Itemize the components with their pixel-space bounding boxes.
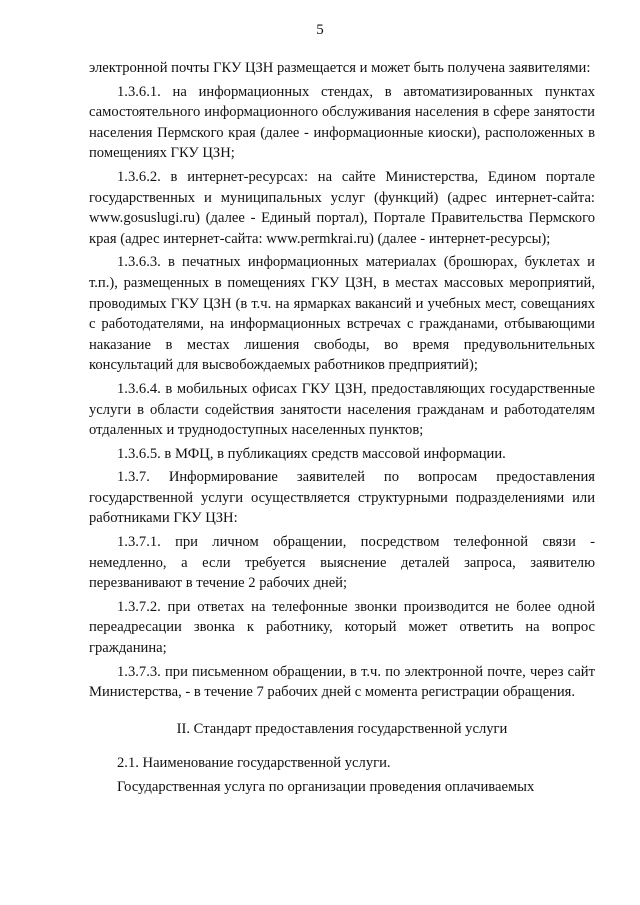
paragraph-2-1-text: Государственная услуга по организации проведения оплачиваемых xyxy=(117,779,535,795)
paragraph-1-3-6-3: 1.3.6.3. в печатных информационных материалах (брошюрах, буклетах и т.п.), размещенных в помещениях ГКУ ЦЗН, в местах массовых мероприятий, проводимых ГКУ ЦЗН (в т.ч. на ярмарках вакансий и учебных мест, совещаниях с работодателями, на информационных встречах с гражданами, отбывающими наказание в местах лишения свободы, во время предувольнительных консультаций для высвобождаемых работников предприятий); xyxy=(89,254,595,374)
paragraph-1-3-6-5: 1.3.6.5. в МФЦ, в публикациях средств массовой информации. xyxy=(117,445,506,462)
paragraph-1-3-6-1: 1.3.6.1. на информационных стендах, в автоматизированных пунктах самостоятельного информационного обслуживания населения в сфере занятости населения Пермского края (далее - информационные киоски), расположенных в помещениях ГКУ ЦЗН; xyxy=(89,83,595,162)
paragraph-1-3-7-3: 1.3.7.3. при письменном обращении, в т.ч. по электронной почте, через сайт Министерства, - в течение 7 рабочих дней с момента регистрации обращения. xyxy=(89,663,595,701)
paragraph-1-3-6-4: 1.3.6.4. в мобильных офисах ГКУ ЦЗН, предоставляющих государственные услуги в области содействия занятости населения гражданам и работодателям отдаленных и труднодоступных населенных пунктов; xyxy=(89,380,595,439)
paragraph-1-3-6-2: 1.3.6.2. в интернет-ресурсах: на сайте Министерства, Едином портале государственных и муниципальных услуг (функций) (адрес интернет-сайта: www.gosuslugi.ru) (далее - Единый портал), Портале Правительства Пермского края (адрес интернет-сайта: www.permkrai.ru) (далее - интернет-ресурсы); xyxy=(89,168,595,247)
section-heading: II. Стандарт предоставления государственной услуги xyxy=(176,720,508,737)
document-body xyxy=(89,58,595,798)
paragraph-continuation: электронной почты ГКУ ЦЗН размещается и может быть получена заявителями: xyxy=(89,60,591,76)
paragraph-2-1: 2.1. Наименование государственной услуги. xyxy=(117,755,391,772)
page-number: 5 xyxy=(316,22,324,38)
paragraph-1-3-7-1: 1.3.7.1. при личном обращении, посредством телефонной связи - немедленно, а если требуется выяснение деталей запроса, заявителю перезванивают в течение 2 рабочих дней; xyxy=(89,534,595,592)
paragraph-1-3-7: 1.3.7. Информирование заявителей по вопросам предоставления государственной услуги осуществляется структурными подразделениями или работниками ГКУ ЦЗН: xyxy=(89,469,595,527)
paragraph-1-3-7-2: 1.3.7.2. при ответах на телефонные звонки производится не более одной переадресации звонка к работнику, который может ответить на вопрос гражданина; xyxy=(89,598,595,657)
